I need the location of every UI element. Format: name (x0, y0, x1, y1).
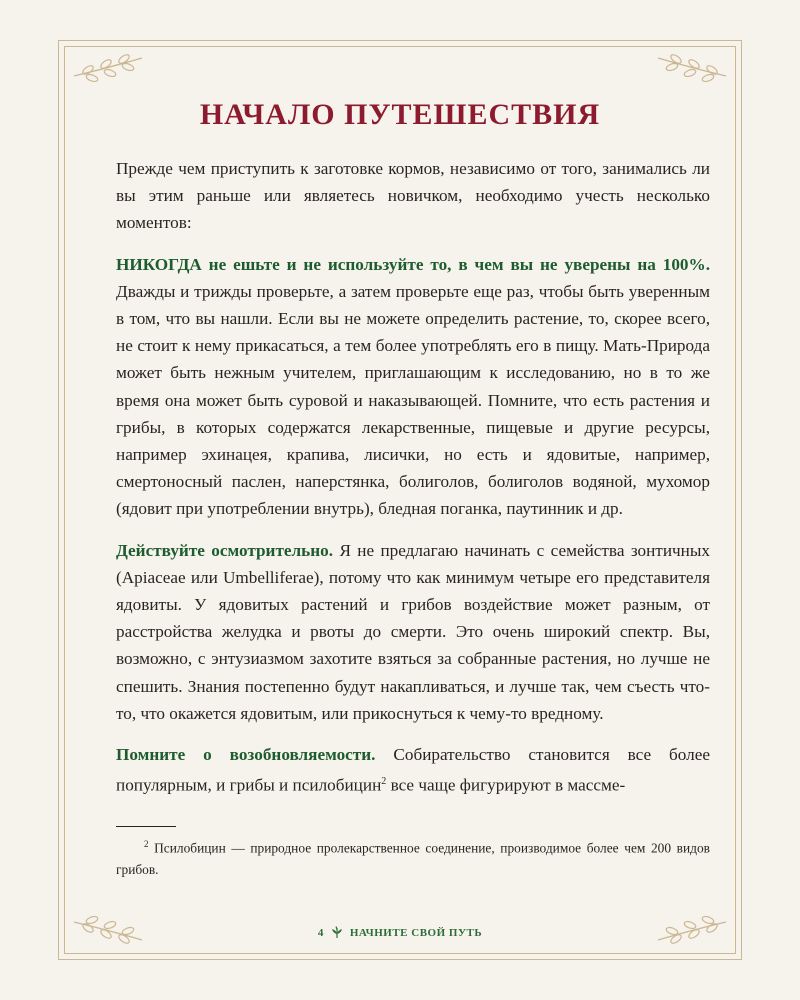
paragraph-text: Собирательство становится все более популярным, и грибы и псилобицин (116, 745, 710, 795)
paragraph-text: Дважды и трижды проверьте, а затем проверьте еще раз, чтобы быть уверенным в том, что вы нашли. Если вы не можете определить растение, то, скорее всего, не стоит к нему прикасаться, а тем более употреблять его в пищу. Мать-Природа может быть нежным учителем, приглашающим к исследованию, но в то же время она может быть суровой и наказывающей. Помните, что есть растения и грибы, в которых содержатся лекарственные, пищевые и другие ресурсы, например эхинацея, крапива, лисички, но есть и ядовитые, например, смертоносный паслен, наперстянка, болиголов, болиголов водяной, мухомор (ядовит при употреблении внутрь), бледная поганка, паутинник и др. (116, 281, 710, 519)
leaf-ornament-icon (68, 46, 148, 86)
paragraph-text: Я не предлагаю начинать с семейства зонтичных (Apiaceae или Umbelliferae), потому что как минимум четыре его представителя ядовиты. У ядовитых растений и грибов воздействие может разным, от расстройства желудка и рвоты до смерти. Это очень широкий спектр. Вы, возможно, с энтузиазмом захотите взяться за собранные растения, но лучше не спешить. Знания постепенно будут накапливаться, и лучше так, чем съесть что-то, что окажется ядовитым, или прикоснуться к чему-то вредному. (116, 540, 710, 723)
sprig-icon (330, 925, 344, 942)
paragraph-lead: Помните о возобновляемости. (116, 745, 376, 765)
intro-paragraph: Прежде чем приступить к заготовке кормов, независимо от того, занимались ли вы этим раньше или являетесь новичком, необходимо учесть несколько моментов: (116, 159, 710, 233)
paragraph-renewability (116, 741, 710, 799)
page-number: 4 (317, 927, 324, 939)
footnote-reference: 2 (381, 776, 387, 788)
footnote-number: 2 (144, 839, 149, 849)
paragraph-text: все чаще фигурируют в массме- (386, 776, 626, 795)
paragraph-never-eat (116, 251, 710, 523)
leaf-ornament-icon (68, 912, 148, 952)
leaf-ornament-icon (652, 912, 732, 952)
footnote-divider (116, 826, 176, 827)
paragraph-act-carefully (116, 537, 710, 727)
body-text (116, 155, 710, 813)
page-title: НАЧАЛО ПУТЕШЕСТВИЯ (199, 98, 601, 131)
leaf-ornament-icon (652, 46, 732, 86)
paragraph-lead: Действуйте осмотрительно. (116, 540, 334, 560)
footnote (116, 833, 710, 881)
footnote-text: Псилобицин — природное пролекарственное соединение, производимое более чем 200 видов грибов. (116, 840, 710, 878)
page-footer (300, 924, 500, 942)
paragraph-lead: НИКОГДА не ешьте и не используйте то, в чем вы не уверены на 100%. (116, 254, 710, 274)
chapter-title: НАЧНИТЕ СВОЙ ПУТЬ (349, 927, 483, 939)
